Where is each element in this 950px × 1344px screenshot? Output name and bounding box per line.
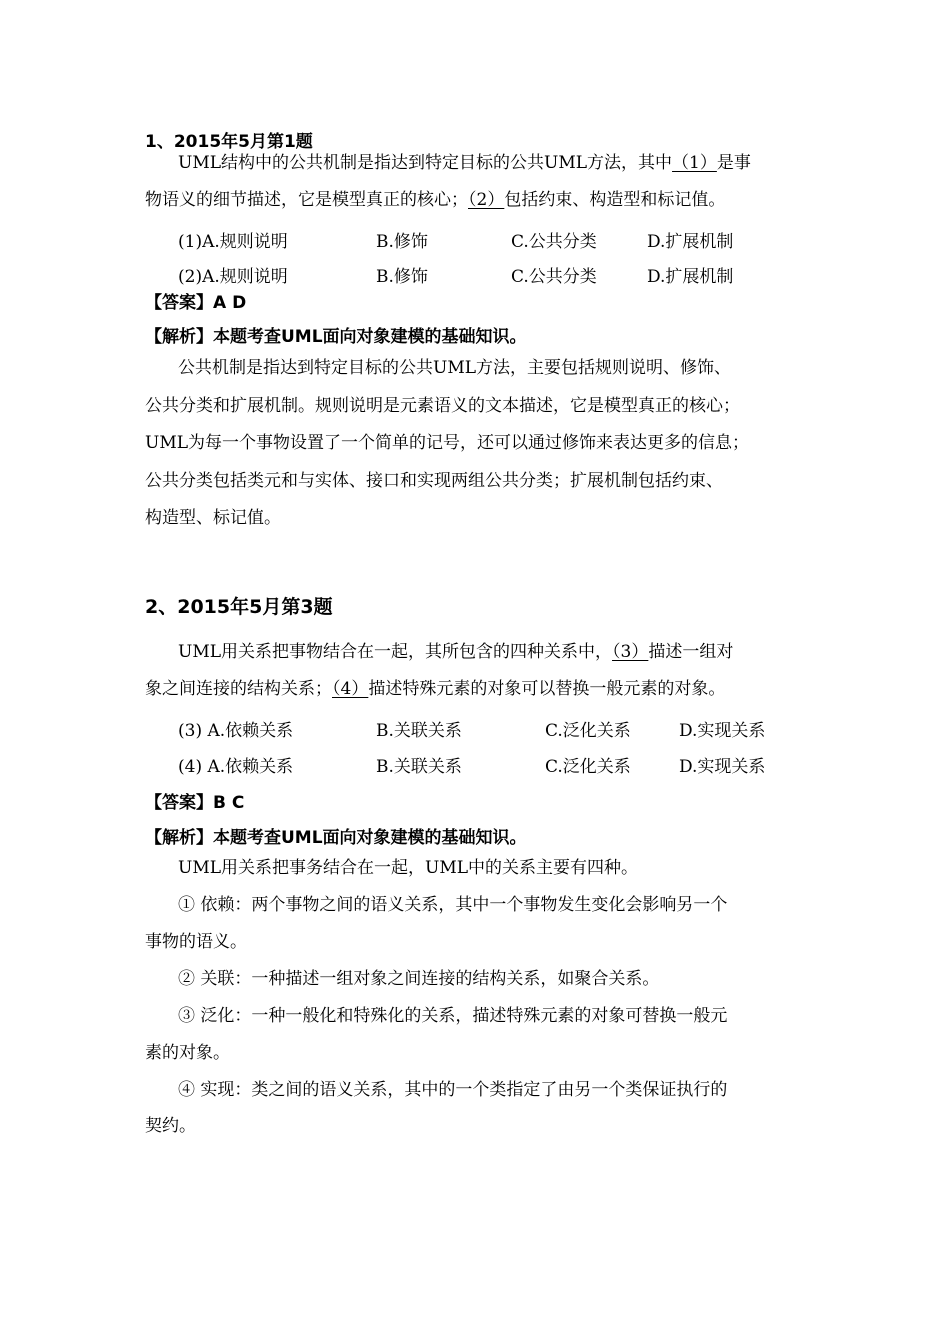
q2-analysis-item-4-cont: 契约。 <box>145 1116 196 1136</box>
q1-answer: 【答案】A D <box>145 293 247 313</box>
q2-stem-text: 描述特殊元素的对象可以替换一般元素的对象。 <box>368 679 726 699</box>
q1-stem-text: 是事 <box>716 153 751 173</box>
option: D.扩展机制 <box>647 267 734 287</box>
option: C.公共分类 <box>511 232 597 252</box>
q2-analysis-heading: 【解析】本题考查UML面向对象建模的基础知识。 <box>145 828 527 848</box>
q1-blank-2: （2） <box>468 190 505 210</box>
option: C.公共分类 <box>511 267 597 287</box>
question-2-title: 2、2015年5月第3题 <box>145 596 333 618</box>
q1-stem-text: UML结构中的公共机制是指达到特定目标的公共UML方法，其中 <box>178 153 673 173</box>
option: D.实现关系 <box>679 721 766 741</box>
q2-analysis-item-3: ③ 泛化：一种一般化和特殊化的关系，描述特殊元素的对象可替换一般元 <box>178 1006 728 1026</box>
q1-analysis-line: 构造型、标记值。 <box>145 508 281 528</box>
option: B.修饰 <box>376 232 428 252</box>
q2-answer: 【答案】B C <box>145 793 245 813</box>
q2-analysis-item-1-cont: 事物的语义。 <box>145 932 247 952</box>
option: D.扩展机制 <box>647 232 734 252</box>
q2-stem-text: 描述一组对 <box>648 642 734 662</box>
question-1-title: 1、2015年5月第1题 <box>145 132 313 152</box>
q1-analysis-line: 公共分类和扩展机制。规则说明是元素语义的文本描述，它是模型真正的核心； <box>145 396 740 416</box>
q1-stem-line-1 <box>178 145 751 181</box>
q1-stem-line-2 <box>145 182 725 218</box>
q1-stem-text: 物语义的细节描述，它是模型真正的核心； <box>145 190 468 210</box>
q2-blank-4: （4） <box>332 679 369 699</box>
q1-analysis-line: 公共机制是指达到特定目标的公共UML方法，主要包括规则说明、修饰、 <box>178 358 732 378</box>
option: B.关联关系 <box>376 721 462 741</box>
option: (1)A.规则说明 <box>178 232 288 252</box>
q2-stem-line-1 <box>178 634 733 670</box>
q2-analysis-item-3-cont: 素的对象。 <box>145 1043 230 1063</box>
q2-analysis-item-1: ① 依赖：两个事物之间的语义关系，其中一个事物发生变化会影响另一个 <box>178 895 728 915</box>
option: C.泛化关系 <box>545 721 631 741</box>
option: (3) A.依赖关系 <box>178 721 294 741</box>
q2-analysis-intro: UML用关系把事务结合在一起，UML中的关系主要有四种。 <box>178 858 639 878</box>
option: B.修饰 <box>376 267 428 287</box>
q2-stem-line-2 <box>145 671 725 707</box>
option: B.关联关系 <box>376 757 462 777</box>
q1-stem-text: 包括约束、构造型和标记值。 <box>504 190 726 210</box>
q2-analysis-item-4: ④ 实现：类之间的语义关系，其中的一个类指定了由另一个类保证执行的 <box>178 1080 728 1100</box>
q2-blank-3: （3） <box>612 642 649 662</box>
q1-analysis-line: 公共分类包括类元和与实体、接口和实现两组公共分类；扩展机制包括约束、 <box>145 471 723 491</box>
q2-analysis-item-2: ② 关联：一种描述一组对象之间连接的结构关系，如聚合关系。 <box>178 969 660 989</box>
option: D.实现关系 <box>679 757 766 777</box>
option: (4) A.依赖关系 <box>178 757 294 777</box>
q2-stem-text: UML用关系把事物结合在一起，其所包含的四种关系中， <box>178 642 613 662</box>
q1-analysis-line: UML为每一个事物设置了一个简单的记号，还可以通过修饰来表达更多的信息； <box>145 433 750 453</box>
option: (2)A.规则说明 <box>178 267 288 287</box>
q1-analysis-heading: 【解析】本题考查UML面向对象建模的基础知识。 <box>145 327 527 347</box>
option: C.泛化关系 <box>545 757 631 777</box>
q1-blank-1: （1） <box>672 153 717 173</box>
q2-stem-text: 象之间连接的结构关系； <box>145 679 332 699</box>
